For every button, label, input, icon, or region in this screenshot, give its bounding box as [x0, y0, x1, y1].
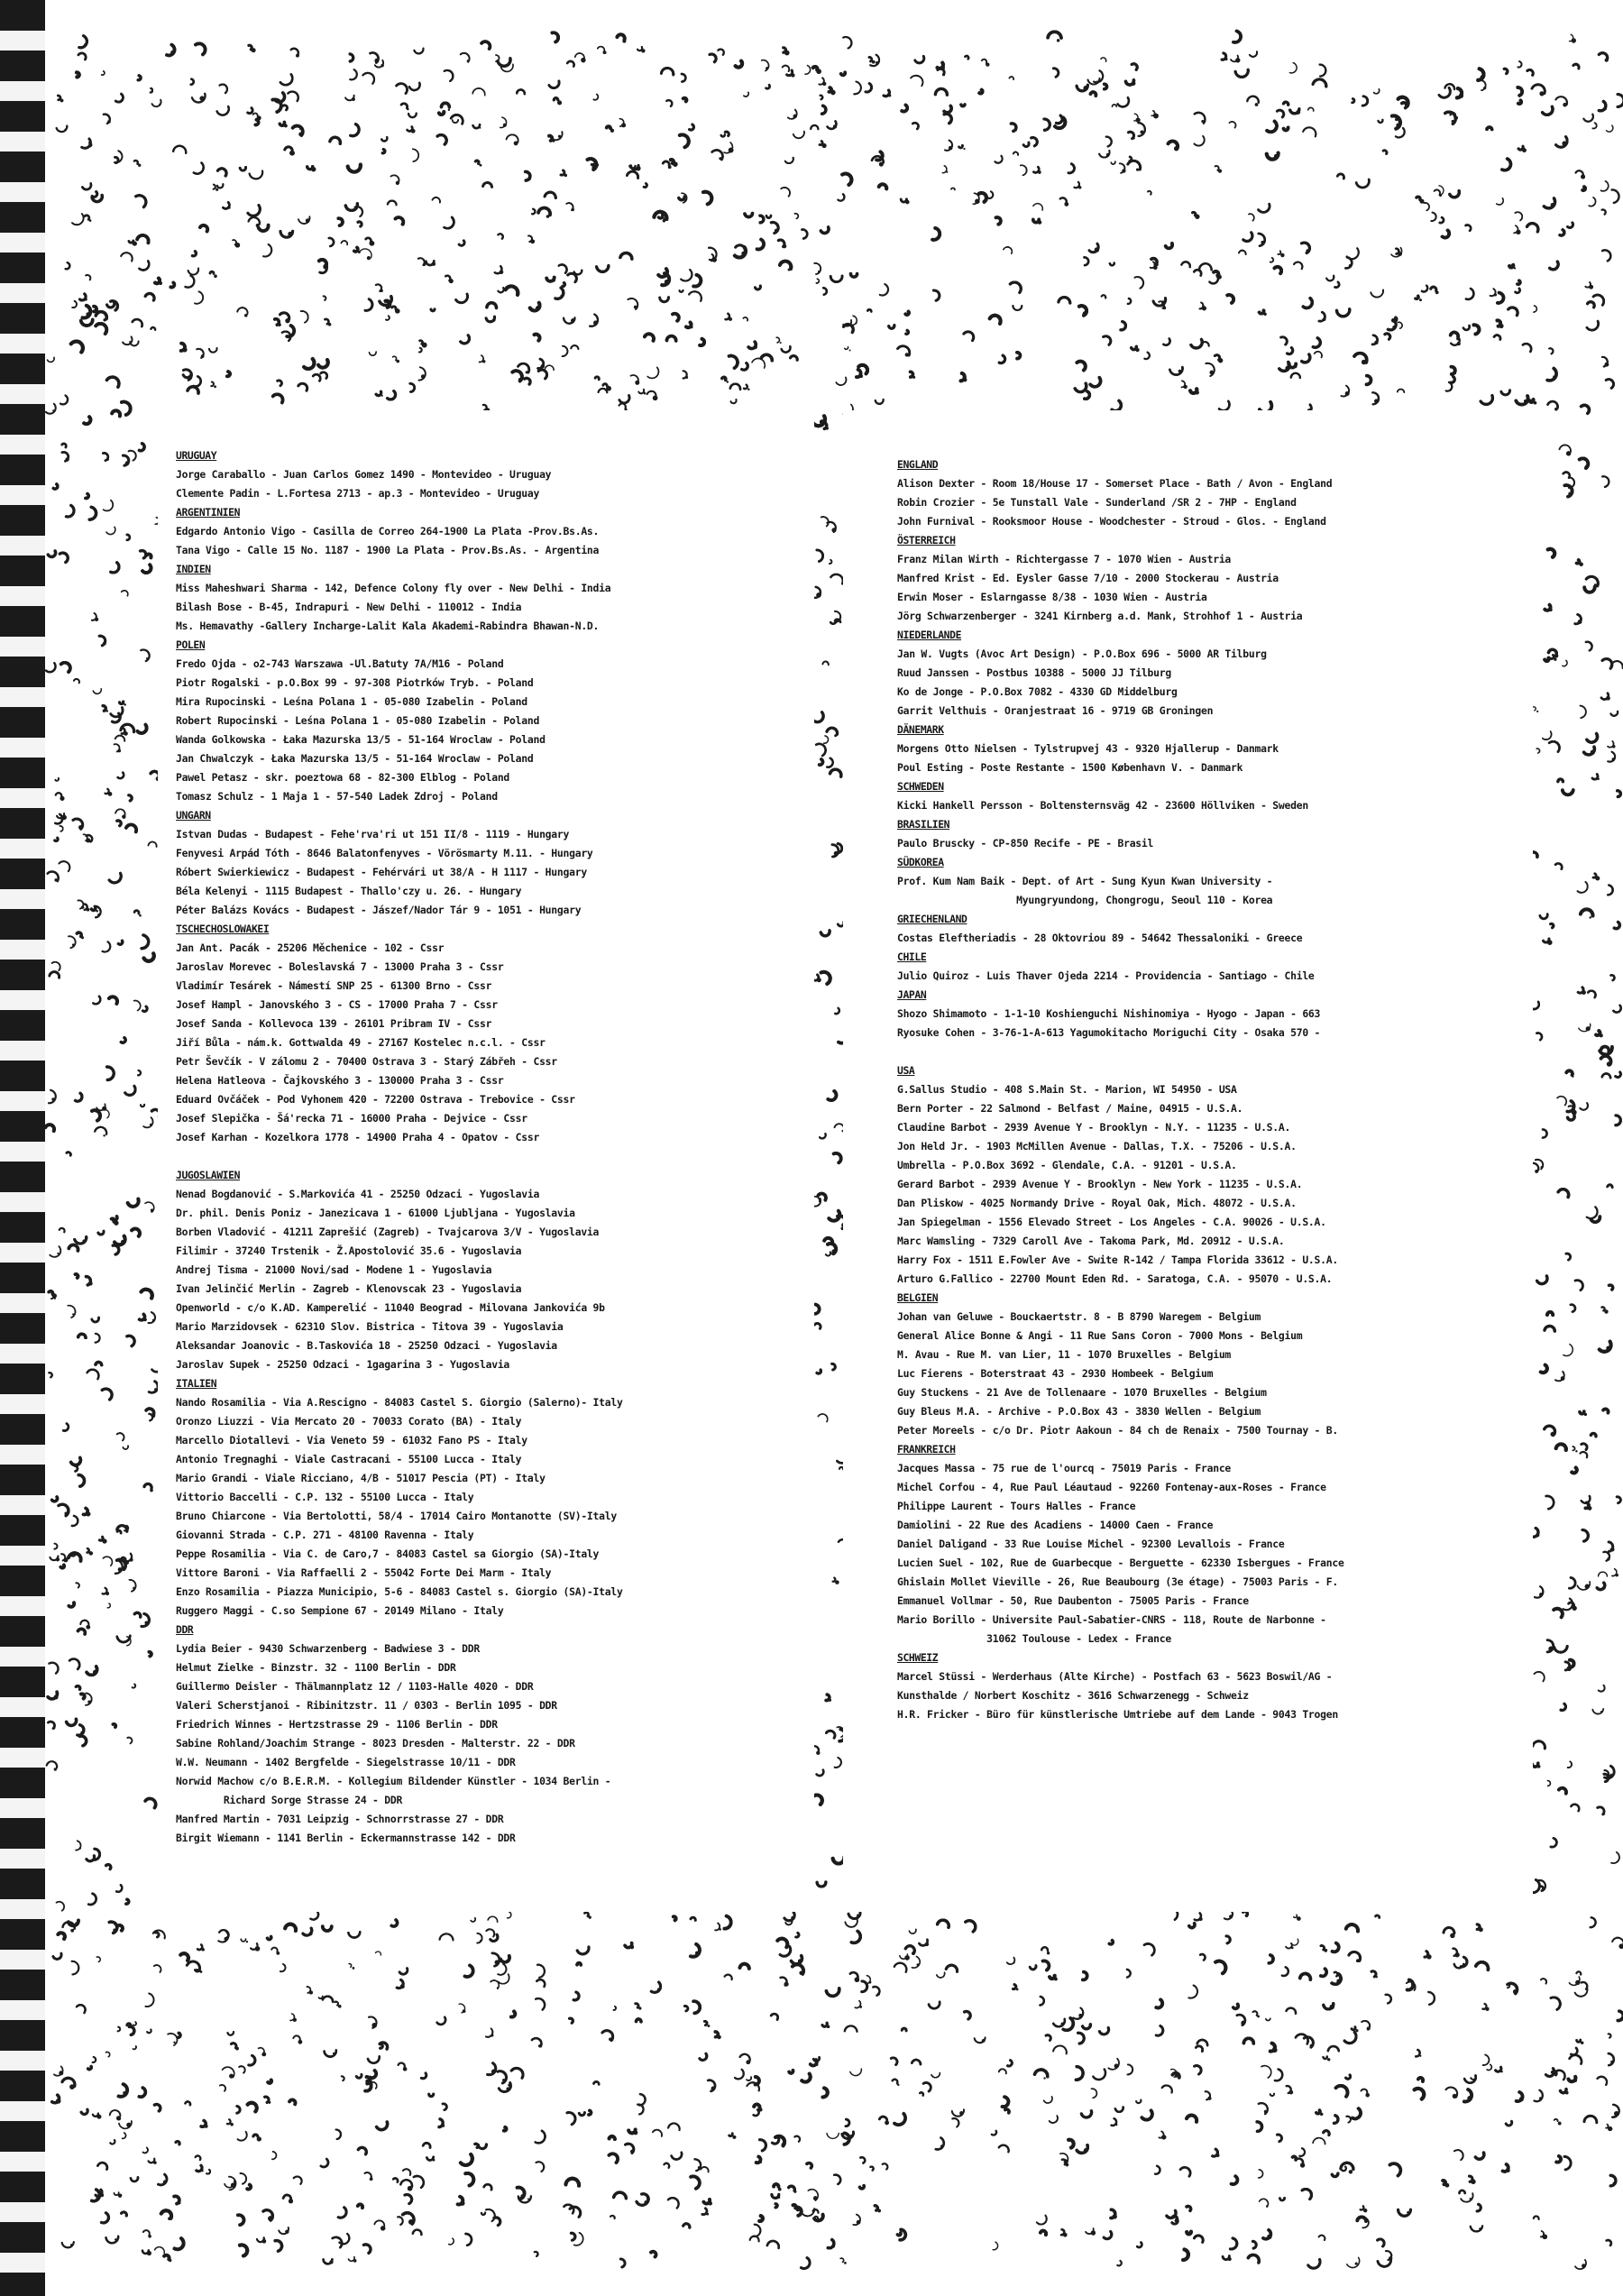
address-entry: Piotr Rogalski - p.O.Box 99 - 97-308 Piotrków Tryb. - Poland [176, 676, 534, 689]
country-section [897, 1061, 1528, 1289]
country-heading: DDR [176, 1623, 194, 1636]
address-entry: Helmut Zielke - Binzstr. 32 - 1100 Berlin - DDR [176, 1661, 456, 1674]
address-entry: Ko de Jonge - P.O.Box 7082 - 4330 GD Middelburg [897, 685, 1178, 698]
address-entry: Franz Milan Wirth - Richtergasse 7 - 1070 Wien - Austria [897, 553, 1232, 565]
country-section [176, 503, 807, 560]
address-entry: Ruud Janssen - Postbus 10388 - 5000 JJ Tilburg [897, 666, 1171, 679]
address-entry: Miss Maheshwari Sharma - 142, Defence Colony fly over - New Delhi - India [176, 582, 611, 594]
country-heading: UNGARN [176, 809, 211, 822]
address-entry: Clemente Padin - L.Fortesa 2713 - ap.3 - Montevideo - Uruguay [176, 487, 540, 500]
address-entry: Vittorio Baccelli - C.P. 132 - 55100 Lucca - Italy [176, 1491, 474, 1503]
address-entry: Oronzo Liuzzi - Via Mercato 20 - 70033 Corato (BA) - Italy [176, 1415, 522, 1428]
right-address-column [897, 455, 1528, 1724]
country-heading: ARGENTINIEN [176, 506, 241, 519]
country-section [176, 1374, 807, 1621]
address-entry: Helena Hatleova - Čajkovského 3 - 130000 Praha 3 - Cssr [176, 1074, 504, 1087]
country-heading: ITALIEN [176, 1377, 217, 1390]
address-entry: Erwin Moser - Eslarngasse 8/38 - 1030 Wien - Austria [897, 591, 1207, 603]
country-heading: SCHWEDEN [897, 780, 944, 793]
address-entry: Damiolini - 22 Rue des Acadiens - 14000 Caen - France [897, 1519, 1214, 1531]
country-section [897, 853, 1528, 910]
country-section [176, 1166, 807, 1374]
address-entry: Jörg Schwarzenberger - 3241 Kirnberg a.d. Mank, Strohhof 1 - Austria [897, 610, 1303, 622]
address-entry: H.R. Fricker - Büro für künstlerische Umtriebe auf dem Lande - 9043 Trogen [897, 1708, 1338, 1721]
address-entry: Michel Corfou - 4, Rue Paul Léautaud - 92260 Fontenay-aux-Roses - France [897, 1481, 1326, 1493]
address-entry: Guillermo Deisler - Thälmannplatz 12 / 1103-Halle 4020 - DDR [176, 1680, 534, 1693]
address-entry: Ivan Jelinčić Merlin - Zagreb - Klenovscak 23 - Yugoslavia [176, 1282, 522, 1295]
country-section [176, 920, 807, 1147]
address-entry: Garrit Velthuis - Oranjestraat 16 - 9719 GB Groningen [897, 704, 1214, 717]
address-entry: Norwid Machow c/o B.E.R.M. - Kollegium Bildender Künstler - 1034 Berlin - [176, 1775, 611, 1787]
address-entry: Luc Fierens - Boterstraat 43 - 2930 Hombeek - Belgium [897, 1367, 1214, 1380]
address-entry: Peppe Rosamilia - Via C. de Caro,7 - 84083 Castel sa Giorgio (SA)-Italy [176, 1548, 600, 1560]
country-section [897, 777, 1528, 815]
address-entry: Manfred Martin - 7031 Leipzig - Schnorrstrasse 27 - DDR [176, 1813, 504, 1825]
address-entry: Enzo Rosamilia - Piazza Municipio, 5-6 - 84083 Castel s. Giorgio (SA)-Italy [176, 1585, 623, 1598]
address-entry: Antonio Tregnaghi - Viale Castracani - 55100 Lucca - Italy [176, 1453, 522, 1465]
country-heading: USA [897, 1064, 915, 1077]
address-entry: G.Sallus Studio - 408 S.Main St. - Marion, WI 54950 - USA [897, 1083, 1237, 1096]
address-entry: Josef Hampl - Janovského 3 - CS - 17000 Praha 7 - Cssr [176, 998, 498, 1011]
address-entry: Josef Slepička - Šá'recka 71 - 16000 Praha - Dejvice - Cssr [176, 1112, 527, 1125]
section-gap [176, 1147, 807, 1166]
country-heading: ÖSTERREICH [897, 534, 956, 546]
address-entry: Aleksandar Joanovic - B.Taskovića 18 - 25250 Odzaci - Yugoslavia [176, 1339, 557, 1352]
country-heading: JAPAN [897, 988, 927, 1001]
address-entry: Harry Fox - 1511 E.Fowler Ave - Swite R-142 / Tampa Florida 33612 - U.S.A. [897, 1254, 1338, 1266]
address-entry: Jorge Caraballo - Juan Carlos Gomez 1490 - Montevideo - Uruguay [176, 468, 552, 481]
country-section [897, 815, 1528, 853]
address-entry: Philippe Laurent - Tours Halles - France [897, 1500, 1136, 1512]
address-entry: Kicki Hankell Persson - Boltensternsväg 42 - 23600 Höllviken - Sweden [897, 799, 1308, 812]
country-heading: DÄNEMARK [897, 723, 944, 736]
spiral-binding [0, 0, 45, 2296]
address-entry: Guy Bleus M.A. - Archive - P.O.Box 43 - 3830 Wellen - Belgium [897, 1405, 1261, 1418]
left-address-column [176, 446, 807, 1848]
address-entry: Jon Held Jr. - 1903 McMillen Avenue - Dallas, T.X. - 75206 - U.S.A. [897, 1140, 1297, 1153]
country-section [897, 721, 1528, 777]
country-section [897, 1440, 1528, 1649]
address-entry: Andrej Tisma - 21000 Novi/sad - Modene 1 - Yugoslavia [176, 1263, 492, 1276]
country-section [897, 986, 1528, 1042]
country-section [897, 910, 1528, 948]
country-heading: JUGOSLAWIEN [176, 1169, 241, 1181]
country-heading: TSCHECHOSLOWAKEI [176, 923, 270, 935]
address-entry: Dr. phil. Denis Poniz - Janezicava 1 - 61000 Ljubljana - Yugoslavia [176, 1207, 575, 1219]
address-entry: Edgardo Antonio Vigo - Casilla de Correo 264-1900 La Plata -Prov.Bs.As. [176, 525, 600, 537]
address-entry: Costas Eleftheriadis - 28 Oktovriou 89 - 54642 Thessaloniki - Greece [897, 932, 1303, 944]
address-entry: Poul Esting - Poste Restante - 1500 København V. - Danmark [897, 761, 1243, 774]
country-section [897, 531, 1528, 626]
address-entry: Josef Karhan - Kozelkora 1778 - 14900 Praha 4 - Opatov - Cssr [176, 1131, 540, 1143]
address-entry: Lucien Suel - 102, Rue de Guarbecque - Berguette - 62330 Isbergues - France [897, 1557, 1344, 1569]
address-entry: Tomasz Schulz - 1 Maja 1 - 57-540 Ladek Zdroj - Poland [176, 790, 498, 803]
address-entry: Emmanuel Vollmar - 50, Rue Daubenton - 75005 Paris - France [897, 1594, 1249, 1607]
country-section [897, 1289, 1528, 1440]
address-entry: Bilash Bose - B-45, Indrapuri - New Delhi - 110012 - India [176, 601, 522, 613]
address-entry: Lydia Beier - 9430 Schwarzenberg - Badwiese 3 - DDR [176, 1642, 480, 1655]
address-entry: Wanda Golkowska - Łaka Mazurska 13/5 - 51-164 Wroclaw - Poland [176, 733, 546, 746]
country-section [176, 446, 807, 503]
address-entry: Pawel Petasz - skr. poeztowa 68 - 82-300 Elblog - Poland [176, 771, 510, 784]
address-entry: Birgit Wiemann - 1141 Berlin - Eckermannstrasse 142 - DDR [176, 1832, 516, 1844]
address-entry: Julio Quiroz - Luis Thaver Ojeda 2214 - Providencia - Santiago - Chile [897, 969, 1315, 982]
address-entry: Ryosuke Cohen - 3-76-1-A-613 Yagumokitacho Moriguchi City - Osaka 570 - [897, 1026, 1321, 1039]
country-section [176, 1621, 807, 1848]
country-section [176, 806, 807, 920]
address-entry: Claudine Barbot - 2939 Avenue Y - Brooklyn - N.Y. - 11235 - U.S.A. [897, 1121, 1291, 1134]
country-section [176, 636, 807, 806]
address-entry: Ms. Hemavathy -Gallery Incharge-Lalit Kala Akademi-Rabindra Bhawan-N.D. [176, 620, 600, 632]
address-entry: Róbert Swierkiewicz - Budapest - Fehérvári ut 38/A - H 1117 - Hungary [176, 866, 587, 878]
address-entry: Mira Rupocinski - Leśna Polana 1 - 05-080 Izabelin - Poland [176, 695, 527, 708]
address-entry: Josef Sanda - Kollevoca 139 - 26101 Pribram IV - Cssr [176, 1017, 492, 1030]
address-entry: 31062 Toulouse - Ledex - France [897, 1632, 1171, 1645]
address-entry: Jan Ant. Pacák - 25206 Měchenice - 102 - Cssr [176, 941, 445, 954]
address-entry: Jan Spiegelman - 1556 Elevado Street - Los Angeles - C.A. 90026 - U.S.A. [897, 1216, 1326, 1228]
address-entry: Alison Dexter - Room 18/House 17 - Somerset Place - Bath / Avon - England [897, 477, 1333, 490]
address-entry: Fenyvesi Arpád Tóth - 8646 Balatonfenyves - Vörösmarty M.11. - Hungary [176, 847, 593, 859]
address-entry: Gerard Barbot - 2939 Avenue Y - Brooklyn - New York - 11235 - U.S.A. [897, 1178, 1303, 1190]
address-entry: Openworld - c/o K.AD. Kamperelić - 11040 Beograd - Milovana Jankovića 9b [176, 1301, 605, 1314]
address-entry: Friedrich Winnes - Hertzstrasse 29 - 1106 Berlin - DDR [176, 1718, 498, 1731]
country-heading: POLEN [176, 638, 206, 651]
address-entry: Paulo Bruscky - CP-850 Recife - PE - Brasil [897, 837, 1154, 850]
address-entry: Myungryundong, Chongrogu, Seoul 110 - Korea [897, 894, 1273, 906]
country-heading: BRASILIEN [897, 818, 950, 831]
address-entry: Mario Borillo - Universite Paul-Sabatier-CNRS - 118, Route de Narbonne - [897, 1613, 1326, 1626]
address-entry: Ruggero Maggi - C.so Sempione 67 - 20149 Milano - Italy [176, 1604, 504, 1617]
address-entry: Mario Grandi - Viale Ricciano, 4/B - 51017 Pescia (PT) - Italy [176, 1472, 546, 1484]
address-entry: Jaroslav Supek - 25250 Odzaci - 1gagarina 3 - Yugoslavia [176, 1358, 510, 1371]
address-entry: W.W. Neumann - 1402 Bergfelde - Siegelstrasse 10/11 - DDR [176, 1756, 516, 1768]
address-entry: Nenad Bogdanović - S.Markovića 41 - 25250 Odzaci - Yugoslavia [176, 1188, 540, 1200]
address-entry: Shozo Shimamoto - 1-1-10 Koshienguchi Nishinomiya - Hyogo - Japan - 663 [897, 1007, 1321, 1020]
address-entry: Mario Marzidovsek - 62310 Slov. Bistrica - Titova 39 - Yugoslavia [176, 1320, 564, 1333]
address-entry: Johan van Geluwe - Bouckaertstr. 8 - B 8790 Waregem - Belgium [897, 1310, 1261, 1323]
address-entry: Bern Porter - 22 Salmond - Belfast / Maine, 04915 - U.S.A. [897, 1102, 1243, 1115]
address-entry: Marc Wamsling - 7329 Caroll Ave - Takoma Park, Md. 20912 - U.S.A. [897, 1235, 1285, 1247]
country-section [897, 948, 1528, 986]
address-entry: John Furnival - Rooksmoor House - Woodchester - Stroud - Glos. - England [897, 515, 1326, 528]
address-entry: Umbrella - P.O.Box 3692 - Glendale, C.A. - 91201 - U.S.A. [897, 1159, 1237, 1171]
address-entry: Fredo Ojda - o2-743 Warszawa -Ul.Batuty 7A/M16 - Poland [176, 657, 504, 670]
address-entry: Richard Sorge Strasse 24 - DDR [176, 1794, 403, 1806]
country-heading: FRANKREICH [897, 1443, 956, 1456]
address-entry: Prof. Kum Nam Baik - Dept. of Art - Sung Kyun Kwan University - [897, 875, 1273, 887]
address-entry: Ghislain Mollet Vieville - 26, Rue Beaubourg (3e étage) - 75003 Paris - F. [897, 1575, 1338, 1588]
address-entry: Jan W. Vugts (Avoc Art Design) - P.O.Box 696 - 5000 AR Tilburg [897, 647, 1267, 660]
address-entry: Nando Rosamilia - Via A.Rescigno - 84083 Castel S. Giorgio (Salerno)- Italy [176, 1396, 623, 1409]
address-entry: Jacques Massa - 75 rue de l'ourcq - 75019 Paris - France [897, 1462, 1232, 1474]
address-entry: Arturo G.Fallico - 22700 Mount Eden Rd. - Saratoga, C.A. - 95070 - U.S.A. [897, 1272, 1333, 1285]
address-entry: Béla Kelenyi - 1115 Budapest - Thallo'czy u. 26. - Hungary [176, 885, 522, 897]
address-entry: Daniel Daligand - 33 Rue Louise Michel - 92300 Levallois - France [897, 1538, 1285, 1550]
address-entry: Dan Pliskow - 4025 Normandy Drive - Royal Oak, Mich. 48072 - U.S.A. [897, 1197, 1297, 1209]
address-entry: Istvan Dudas - Budapest - Fehe'rva'ri ut 151 II/8 - 1119 - Hungary [176, 828, 570, 840]
country-heading: CHILE [897, 951, 927, 963]
address-entry: Jan Chwalczyk - Łaka Mazurska 13/5 - 51-164 Wroclaw - Poland [176, 752, 534, 765]
address-entry: Filimir - 37240 Trstenik - Ž.Apostolović 35.6 - Yugoslavia [176, 1244, 522, 1257]
country-heading: INDIEN [176, 563, 211, 575]
address-entry: General Alice Bonne & Angi - 11 Rue Sans Coron - 7000 Mons - Belgium [897, 1329, 1303, 1342]
address-entry: Borben Vladović - 41211 Zaprešić (Zagreb) - Tvajcarova 3/V - Yugoslavia [176, 1226, 600, 1238]
address-entry: Peter Moreels - c/o Dr. Piotr Aakoun - 84 ch de Renaix - 7500 Tournay - B. [897, 1424, 1338, 1437]
country-heading: ENGLAND [897, 458, 939, 471]
address-entry: Marcel Stüssi - Werderhaus (Alte Kirche) - Postfach 63 - 5623 Boswil/AG - [897, 1670, 1333, 1683]
section-gap [897, 1042, 1528, 1061]
address-entry: Kunsthalde / Norbert Koschitz - 3616 Schwarzenegg - Schweiz [897, 1689, 1249, 1702]
address-entry: Giovanni Strada - C.P. 271 - 48100 Ravenna - Italy [176, 1529, 474, 1541]
country-section [897, 455, 1528, 531]
address-entry: Robert Rupocinski - Leśna Polana 1 - 05-080 Izabelin - Poland [176, 714, 540, 727]
address-entry: Manfred Krist - Ed. Eysler Gasse 7/10 - 2000 Stockerau - Austria [897, 572, 1279, 584]
country-heading: SCHWEIZ [897, 1651, 939, 1664]
address-entry: Marcello Diotallevi - Via Veneto 59 - 61032 Fano PS - Italy [176, 1434, 527, 1446]
address-entry: Sabine Rohland/Joachim Strange - 8023 Dresden - Malterstr. 22 - DDR [176, 1737, 575, 1750]
address-entry: Morgens Otto Nielsen - Tylstrupvej 43 - 9320 Hjallerup - Danmark [897, 742, 1279, 755]
address-entry: Valeri Scherstjanoi - Ribinitzstr. 11 / 0303 - Berlin 1095 - DDR [176, 1699, 557, 1712]
country-section [176, 560, 807, 636]
address-entry: Vittore Baroni - Via Raffaelli 2 - 55042 Forte Dei Marm - Italy [176, 1566, 552, 1579]
country-heading: BELGIEN [897, 1291, 939, 1304]
country-section [897, 626, 1528, 721]
country-heading: SÜDKOREA [897, 856, 944, 868]
address-entry: Robin Crozier - 5e Tunstall Vale - Sunderland /SR 2 - 7HP - England [897, 496, 1297, 509]
address-entry: Bruno Chiarcone - Via Bertolotti, 58/4 - 17014 Cairo Montanotte (SV)-Italy [176, 1510, 617, 1522]
address-entry: Guy Stuckens - 21 Ave de Tollenaare - 1070 Bruxelles - Belgium [897, 1386, 1267, 1399]
country-heading: NIEDERLANDE [897, 629, 962, 641]
address-entry: Eduard Ovčáček - Pod Vyhonem 420 - 72200 Ostrava - Trebovice - Cssr [176, 1093, 575, 1106]
address-entry: Tana Vigo - Calle 15 No. 1187 - 1900 La Plata - Prov.Bs.As. - Argentina [176, 544, 600, 556]
country-section [897, 1649, 1528, 1724]
country-heading: GRIECHENLAND [897, 913, 967, 925]
address-entry: M. Avau - Rue M. van Lier, 11 - 1070 Bruxelles - Belgium [897, 1348, 1232, 1361]
address-entry: Jiří Bůla - nám.k. Gottwalda 49 - 27167 Kostelec n.c.l. - Cssr [176, 1036, 546, 1049]
address-entry: Péter Balázs Kovács - Budapest - Jászef/Nador Tár 9 - 1051 - Hungary [176, 904, 582, 916]
address-entry: Jaroslav Morevec - Boleslavská 7 - 13000 Praha 3 - Cssr [176, 960, 504, 973]
address-entry: Petr Ševčík - V zálomu 2 - 70400 Ostrava 3 - Starý Zábřeh - Cssr [176, 1055, 557, 1068]
country-heading: URUGUAY [176, 449, 217, 462]
address-entry: Vladimír Tesárek - Námestí SNP 25 - 61300 Brno - Cssr [176, 979, 492, 992]
